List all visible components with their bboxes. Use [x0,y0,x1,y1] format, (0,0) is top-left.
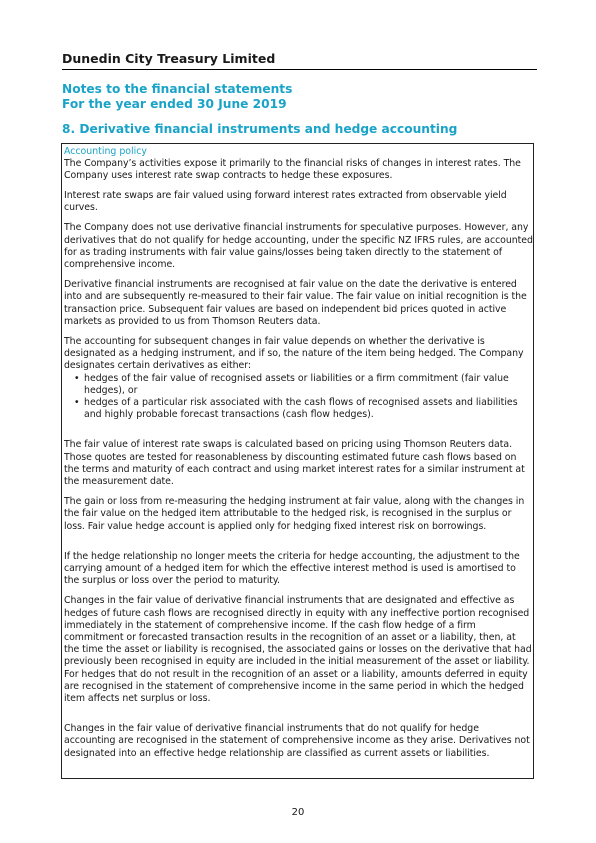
bullet-icon: • [74,372,80,384]
policy-paragraph: The Company’s activities expose it primarily to the financial risks of changes in interest rates. The Company uses interest rate swap contracts to hedge these exposures. [64,157,521,181]
policy-paragraph: The Company does not use derivative financial instruments for speculative purposes. However, any derivatives that do not qualify for hedge accounting, under the specific NZ IFRS rules, are accounted for as trading instruments with fair value gains/losses being taken directly to the statement of comprehensive income. [64,222,533,270]
notes-heading-line1: Notes to the financial statements [62,82,293,96]
section-title: 8. Derivative financial instruments and hedge accounting [62,122,458,136]
company-name: Dunedin City Treasury Limited [62,51,537,70]
policy-paragraph: Changes in the fair value of derivative financial instruments that are designated and effective as hedges of future cash flows are recognised directly in equity with any ineffective portion recognised immediately in the statement of comprehensive income. If the cash flow hedge of a firm commitment or forecasted transaction results in the recognition of an asset or a liability, then, at the time the asset or liability is recognised, the associated gains or losses on the derivative that had previously been recognised in equity are included in the initial measurement of the asset or liability. For hedges that do not result in the recognition of an asset or a liability, amounts deferred in equity are recognised in the statement of comprehensive income in the same period in which the hedged item affects net surplus or loss. [64,595,532,705]
policy-paragraph: The accounting for subsequent changes in fair value depends on whether the derivative is designated as a hedging instrument, and if so, the nature of the item being hedged. The Company designates certain derivatives as either: [64,335,524,372]
policy-paragraph: If the hedge relationship no longer meets the criteria for hedge accounting, the adjustment to the carrying amount of a hedged item for which the effective interest method is used is amortised to the surplus or loss over the period to maturity. [64,550,520,587]
accounting-policy-label: Accounting policy [64,146,147,157]
hedge-types-list [64,373,533,422]
notes-heading-line2: For the year ended 30 June 2019 [62,96,287,111]
notes-heading [62,82,292,111]
list-item [64,397,533,421]
policy-paragraph: Changes in the fair value of derivative financial instruments that do not qualify for hedge accounting are recognised in the statement of comprehensive income as they arise. Derivatives not designated into an effective hedge relationship are classified as current assets or liabilities. [64,723,530,759]
list-item [64,373,533,397]
policy-paragraph: Interest rate swaps are fair valued using forward interest rates extracted from observable yield curves. [64,189,507,214]
policy-paragraph: Derivative financial instruments are recognised at fair value on the date the derivative is entered into and are subsequently re-measured to their fair value. The fair value on initial recognition is the transaction price. Subsequent fair values are based on independent bid prices quoted in active markets as provided to us from Thomson Reuters data. [64,279,527,327]
list-item-text: hedges of a particular risk associated with the cash flows of recognised assets and liabilities and highly probable forecast transactions (cash flow hedges). [84,396,518,421]
list-item-text: hedges of the fair value of recognised assets or liabilities or a firm commitment (fair value hedges), or [84,372,509,396]
accounting-policy-box [61,143,534,779]
policy-paragraph: The fair value of interest rate swaps is calculated based on pricing using Thomson Reuters data. Those quotes are tested for reasonableness by discounting estimated future cash flows based on the terms and maturity of each contract and using market interest rates for a similar instrument at the measurement date. [64,439,525,487]
page-number: 20 [291,807,305,818]
bullet-icon: • [74,396,80,408]
policy-paragraph: The gain or loss from re-measuring the hedging instrument at fair value, along with the changes in the fair value on the hedged item attributable to the hedged risk, is recognised in the surplus or loss. Fair value hedge account is applied only for hedging fixed interest risk on borrowings. [64,496,525,532]
